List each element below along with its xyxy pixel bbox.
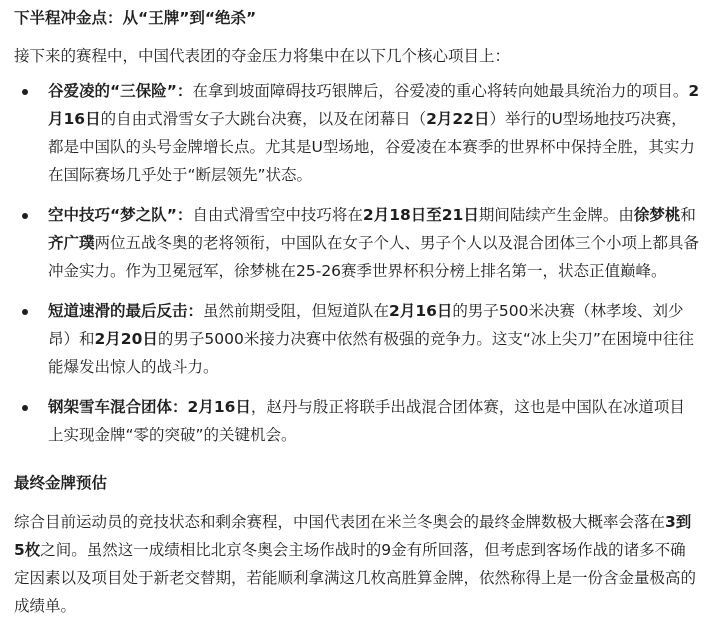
item-title-sep: ： bbox=[176, 82, 193, 100]
item-text: 的男子5000米接力决赛中依然有极强的竞争力。这支“冰上尖刀”在困境中往往能爆发出惊人的战斗力。 bbox=[48, 330, 694, 376]
item-athlete: 徐梦桃 bbox=[633, 206, 681, 224]
item-text: 的自由式滑雪女子大跳台决赛，以及在闭幕日（ bbox=[100, 110, 427, 128]
bullet-icon bbox=[22, 213, 28, 219]
item-text: 虽然前期受阻，但短道队在 bbox=[203, 302, 390, 320]
section-title-final-forecast: 最终金牌预估 bbox=[14, 474, 108, 492]
item-date: 2月16日 bbox=[48, 82, 700, 128]
item-date: 2月16日 bbox=[187, 398, 251, 416]
item-date: 2月18日至21日 bbox=[362, 206, 479, 224]
bullet-icon bbox=[22, 405, 28, 411]
list-item-gu-ailing bbox=[14, 77, 700, 189]
medal-range: 3到5枚 bbox=[14, 513, 692, 559]
bullet-icon bbox=[22, 89, 28, 95]
list-item-short-track bbox=[14, 297, 700, 381]
item-title: 谷爱凌的“三保险” bbox=[48, 82, 177, 100]
item-date: 2月20日 bbox=[94, 330, 158, 348]
item-title-sep: ： bbox=[187, 302, 204, 320]
item-text: ）举行的U型场地技巧决赛，都是中国队的头号金牌增长点。尤其是U型场地，谷爱凌在本赛季的世界杯中保持全胜，其实力在国际赛场几乎处于“断层领先”状态。 bbox=[48, 110, 695, 184]
forecast-paragraph bbox=[14, 508, 700, 620]
item-title-sep: ： bbox=[176, 206, 193, 224]
item-text: 自由式滑雪空中技巧将在 bbox=[192, 206, 363, 224]
item-text: 的男子500米决赛（林孝埈、刘少昂）和 bbox=[48, 302, 684, 348]
event-list bbox=[14, 77, 700, 449]
item-title: 短道速滑的最后反击 bbox=[48, 302, 188, 320]
item-text: 两位五战冬奥的老将领衔，中国队在女子个人、男子个人以及混合团体三个小项上都具备冲金实力。作为卫冕冠军，徐梦桃在25-26赛季世界杯积分榜上排名第一，状态正值巅峰。 bbox=[48, 234, 700, 280]
list-item-skeleton bbox=[14, 393, 700, 449]
item-title-sep: ： bbox=[172, 398, 188, 416]
item-text: 期间陆续产生金牌。由 bbox=[478, 206, 634, 224]
item-date: 2月16日 bbox=[389, 302, 453, 320]
item-title: 钢架雪车混合团体 bbox=[48, 398, 173, 416]
item-text: ，赵丹与殷正将联手出战混合团体赛，这也是中国队在冰道项目上实现金牌“零的突破”的关键机会。 bbox=[48, 398, 685, 444]
item-athlete: 齐广璞 bbox=[48, 234, 95, 252]
item-title: 空中技巧“梦之队” bbox=[48, 206, 177, 224]
section-intro: 接下来的赛程中，中国代表团的夺金压力将集中在以下几个核心项目上： bbox=[14, 47, 511, 65]
item-date: 2月22日 bbox=[426, 110, 490, 128]
bullet-icon bbox=[22, 309, 28, 315]
paragraph-text: 综合目前运动员的竞技状态和剩余赛程，中国代表团在米兰冬奥会的最终金牌数极大概率会落在 bbox=[14, 513, 666, 531]
item-text: 在拿到坡面障碍技巧银牌后，谷爱凌的重心将转向她最具统治力的项目。 bbox=[192, 82, 689, 100]
section-title-gold-points: 下半程冲金点：从“王牌”到“绝杀” bbox=[14, 9, 257, 27]
list-item-aerials bbox=[14, 201, 700, 285]
paragraph-text: 之间。虽然这一成绩相比北京冬奥会主场作战时的9金有所回落，但考虑到客场作战的诸多不确定因素以及项目处于新老交替期，若能顺利拿满这几枚高胜算金牌，依然称得上是一份含金量极高的成绩单。 bbox=[14, 541, 697, 615]
item-text: 和 bbox=[680, 206, 696, 224]
